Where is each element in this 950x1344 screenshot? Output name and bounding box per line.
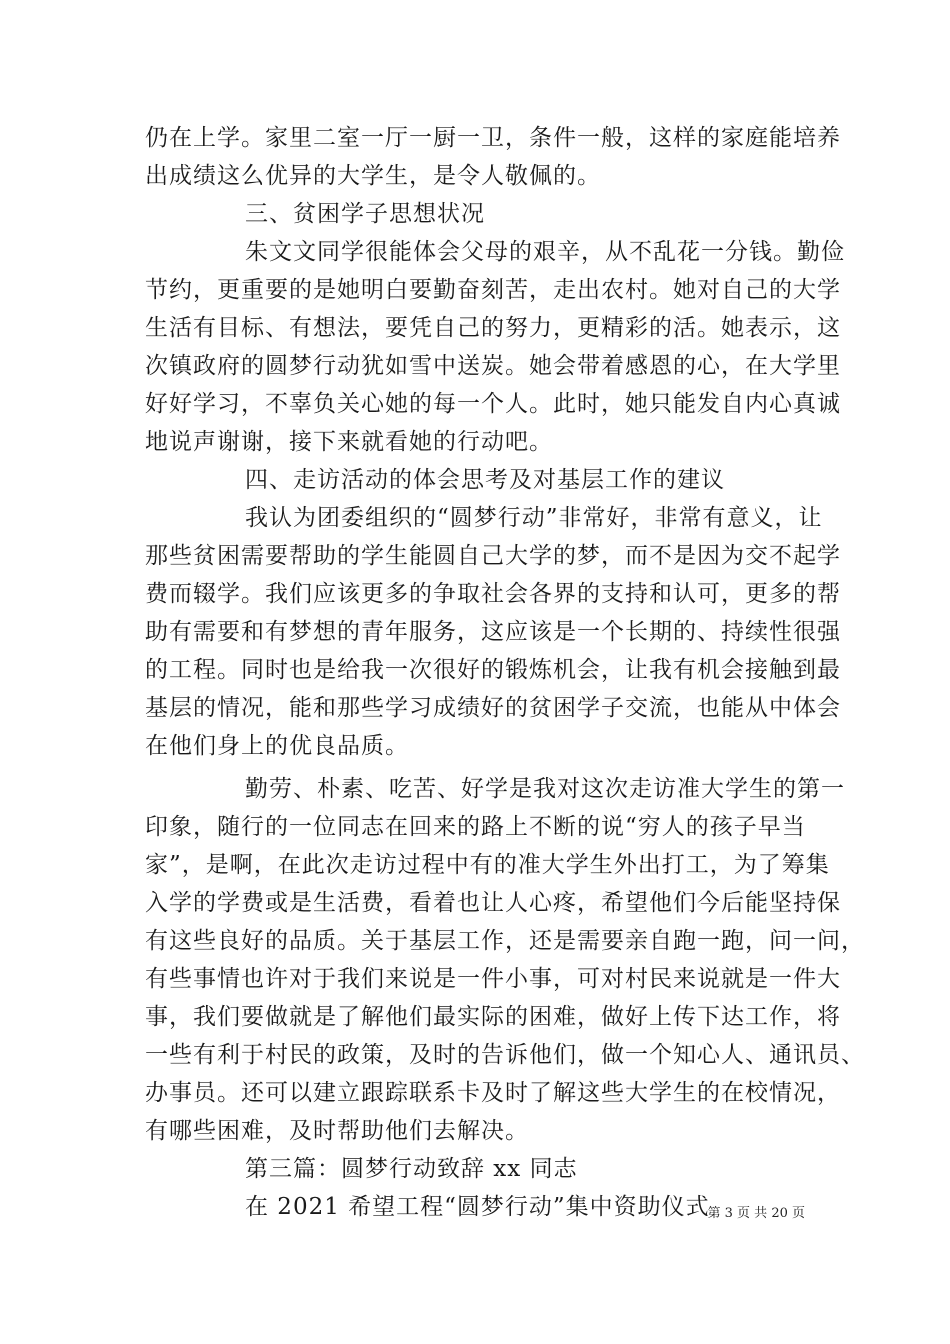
body-line: 入学的学费或是生活费，看着也让人心疼，希望他们今后能坚持保 <box>145 890 841 916</box>
body-line: 有这些良好的品质。关于基层工作，还是需要亲自跑一跑，问一问， <box>145 928 865 954</box>
body-line: 次镇政府的圆梦行动犹如雪中送炭。她会带着感恩的心，在大学里 <box>145 353 841 379</box>
body-line: 在他们身上的优良品质。 <box>145 733 409 759</box>
body-line: 朱文文同学很能体会父母的艰辛，从不乱花一分钱。勤俭 <box>245 239 845 265</box>
body-line: 费而辍学。我们应该更多的争取社会各界的支持和认可，更多的帮 <box>145 581 841 607</box>
body-line: 在 2021 希望工程“圆梦行动”集中资助仪式 <box>245 1194 710 1220</box>
body-line: 一些有利于村民的政策，及时的告诉他们，做一个知心人、通讯员、 <box>145 1042 865 1068</box>
section-heading: 三、贫困学子思想状况 <box>245 201 485 227</box>
page-number-footer: 第 3 页 共 20 页 <box>707 1206 805 1221</box>
body-line: 基层的情况，能和那些学习成绩好的贫困学子交流，也能从中体会 <box>145 695 841 721</box>
body-line: 我认为团委组织的“圆梦行动”非常好，非常有意义，让 <box>245 505 823 531</box>
body-line: 生活有目标、有想法，要凭自己的努力，更精彩的活。她表示，这 <box>145 315 841 341</box>
chapter-heading: 第三篇：圆梦行动致辞 xx 同志 <box>245 1156 578 1182</box>
body-line: 助有需要和有梦想的青年服务，这应该是一个长期的、持续性很强 <box>145 619 841 645</box>
body-line: 勤劳、朴素、吃苦、好学是我对这次走访准大学生的第一 <box>245 776 845 802</box>
section-heading: 四、走访活动的体会思考及对基层工作的建议 <box>245 467 725 493</box>
body-line: 那些贫困需要帮助的学生能圆自己大学的梦，而不是因为交不起学 <box>145 543 841 569</box>
body-line: 印象，随行的一位同志在回来的路上不断的说“穷人的孩子早当 <box>145 814 806 840</box>
body-line: 好好学习，不辜负关心她的每一个人。此时，她只能发自内心真诚 <box>145 391 841 417</box>
body-line: 事，我们要做就是了解他们最实际的困难，做好上传下达工作，将 <box>145 1004 841 1030</box>
body-line: 的工程。同时也是给我一次很好的锻炼机会，让我有机会接触到最 <box>145 657 841 683</box>
body-line: 出成绩这么优异的大学生，是令人敬佩的。 <box>145 163 601 189</box>
body-line: 仍在上学。家里二室一厅一厨一卫，条件一般，这样的家庭能培养 <box>145 125 841 151</box>
body-line: 有哪些困难，及时帮助他们去解决。 <box>145 1118 529 1144</box>
body-line: 办事员。还可以建立跟踪联系卡及时了解这些大学生的在校情况， <box>145 1080 841 1106</box>
body-line: 家”，是啊，在此次走访过程中有的准大学生外出打工，为了筹集 <box>145 852 830 878</box>
body-line: 地说声谢谢，接下来就看她的行动吧。 <box>145 429 553 455</box>
body-line: 节约，更重要的是她明白要勤奋刻苦，走出农村。她对自己的大学 <box>145 277 841 303</box>
body-line: 有些事情也许对于我们来说是一件小事，可对村民来说就是一件大 <box>145 966 841 992</box>
